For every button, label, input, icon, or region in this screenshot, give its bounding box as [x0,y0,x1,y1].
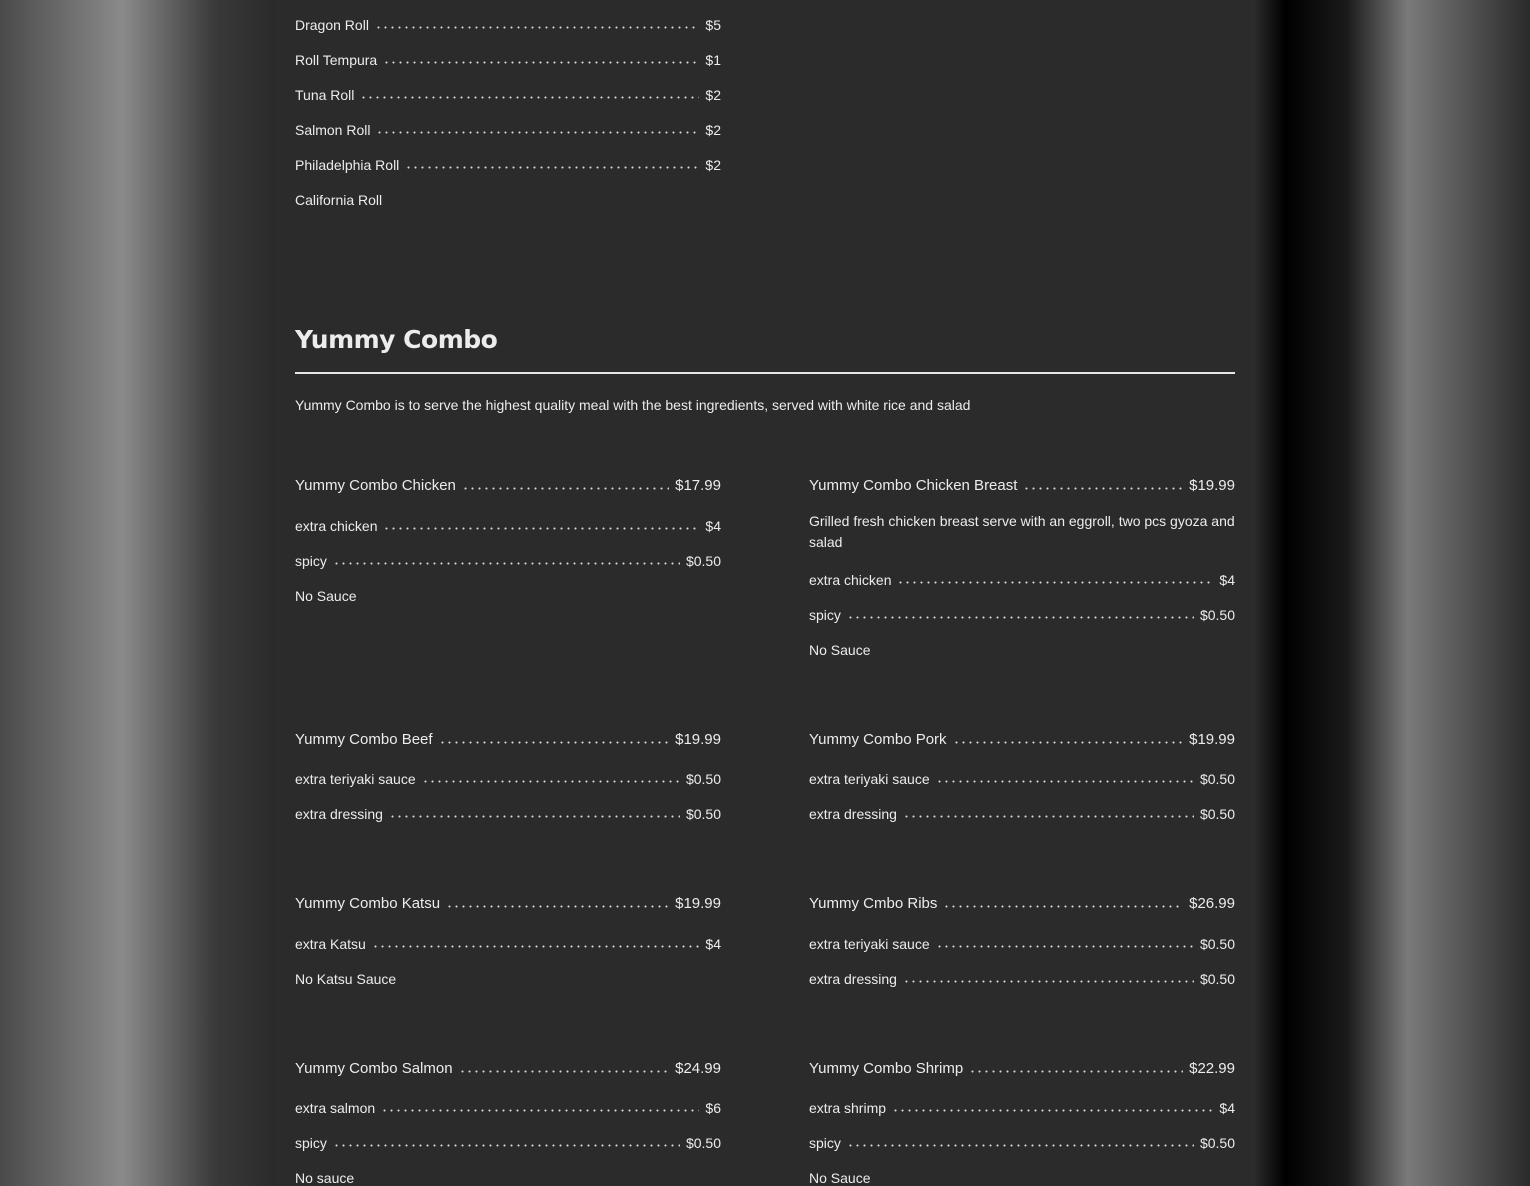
item-price: $5 [705,17,721,33]
option-price: $0.50 [1199,936,1235,952]
combo-chicken-breast[interactable] [809,477,1235,494]
option-item[interactable] [809,1135,1235,1151]
option-price: $0.50 [1199,1135,1235,1151]
dot-leader [376,131,699,134]
option-name: extra salmon [295,1100,376,1116]
dot-leader [903,815,1194,818]
dot-leader [459,1070,670,1073]
dot-leader [446,905,669,908]
option-item[interactable] [295,518,721,534]
item-price: $19.99 [675,895,721,912]
option-price: $0.50 [685,771,721,787]
option-item[interactable] [295,1135,721,1151]
option-item[interactable] [809,572,1235,588]
combo-shrimp[interactable] [809,1060,1235,1077]
item-name: Yummy Combo Salmon [295,1060,453,1077]
dot-leader [383,61,699,64]
item-name: Dragon Roll [295,17,369,33]
dot-leader [372,945,700,948]
item-name: Yummy Combo Chicken Breast [809,477,1018,494]
combo-beef[interactable] [295,731,721,748]
menu-item[interactable] [295,122,721,138]
option-name: No Katsu Sauce [295,971,397,987]
dot-leader [943,905,1183,908]
item-name: Roll Tempura [295,52,378,68]
dot-leader [389,815,680,818]
item-name: Tuna Roll [295,87,355,103]
item-price: $19.99 [675,731,721,748]
menu-item[interactable] [295,157,721,173]
option-item[interactable] [295,588,721,604]
menu-item[interactable] [295,87,721,103]
option-name: spicy [295,1135,327,1151]
option-name: spicy [809,1135,841,1151]
item-price: $19.99 [1189,477,1235,494]
dot-leader [462,487,669,490]
item-name: Yummy Combo Pork [809,731,947,748]
menu-panel [275,0,1255,1186]
option-name: extra chicken [809,572,892,588]
item-name: Salmon Roll [295,122,371,138]
option-name: extra teriyaki sauce [295,771,416,787]
option-price: $0.50 [685,806,721,822]
option-item[interactable] [295,553,721,569]
dot-leader [405,166,699,169]
option-name: extra dressing [809,971,897,987]
option-name: extra teriyaki sauce [809,936,930,952]
dot-leader [333,562,680,565]
combo-salmon[interactable] [295,1060,721,1077]
dot-leader [1023,487,1183,490]
option-name: extra dressing [295,806,383,822]
item-name: California Roll [295,192,383,208]
item-name: Yummy Combo Beef [295,731,433,748]
item-price: $22.99 [1189,1060,1235,1077]
option-price: $4 [1219,1100,1235,1116]
item-description: Grilled fresh chicken breast serve with an eggroll, two pcs gyoza and salad [809,513,1235,550]
option-name: spicy [809,607,841,623]
section-description: Yummy Combo is to serve the highest quality meal with the best ingredients, served with white rice and salad [295,397,971,413]
dot-leader [892,1109,1213,1112]
option-name: extra teriyaki sauce [809,771,930,787]
option-item[interactable] [295,771,721,787]
menu-item[interactable] [295,52,721,68]
dot-leader [422,780,680,783]
dot-leader [375,26,699,29]
dot-leader [360,96,699,99]
dot-leader [381,1109,699,1112]
item-name: Yummy Combo Shrimp [809,1060,964,1077]
option-name: spicy [295,553,327,569]
option-name: No Sauce [809,642,871,658]
option-price: $0.50 [685,553,721,569]
option-item[interactable] [809,607,1235,623]
option-price: $0.50 [1199,971,1235,987]
option-item[interactable] [809,971,1235,987]
dot-leader [333,1144,680,1147]
section-divider [295,372,1235,374]
option-price: $0.50 [685,1135,721,1151]
option-item[interactable] [809,642,1235,658]
option-price: $4 [705,518,721,534]
dot-leader [847,616,1194,619]
dot-leader [903,980,1194,983]
item-name: Philadelphia Roll [295,157,400,173]
option-price: $0.50 [1199,806,1235,822]
option-item[interactable] [295,1170,721,1186]
option-item[interactable] [809,771,1235,787]
dot-leader [897,581,1213,584]
option-item[interactable] [809,1170,1235,1186]
combo-ribs[interactable] [809,895,1235,912]
item-price: $1 [705,52,721,68]
dot-leader [953,741,1184,744]
item-price: $24.99 [675,1060,721,1077]
dot-leader [439,741,670,744]
dot-leader [936,945,1194,948]
item-price: $2 [705,87,721,103]
option-name: extra shrimp [809,1100,887,1116]
item-price: $2 [705,122,721,138]
option-price: $0.50 [1199,607,1235,623]
option-item[interactable] [295,936,721,952]
section-title: Yummy Combo [295,325,498,354]
option-name: No sauce [295,1170,355,1186]
item-name: Yummy Combo Katsu [295,895,441,912]
item-name: Yummy Combo Chicken [295,477,456,494]
item-price: $17.99 [675,477,721,494]
item-price: $26.99 [1189,895,1235,912]
item-name: Yummy Cmbo Ribs [809,895,938,912]
combo-pork[interactable] [809,731,1235,748]
dot-leader [847,1144,1194,1147]
option-item[interactable] [295,1100,721,1116]
menu-item[interactable] [295,192,721,208]
dot-leader [936,780,1194,783]
option-item[interactable] [295,806,721,822]
option-item[interactable] [809,806,1235,822]
option-name: extra dressing [809,806,897,822]
option-name: extra chicken [295,518,378,534]
item-price: $19.99 [1189,731,1235,748]
option-price: $6 [705,1100,721,1116]
option-name: No Sauce [809,1170,871,1186]
dot-leader [383,527,699,530]
option-name: extra Katsu [295,936,366,952]
option-item[interactable] [809,1100,1235,1116]
option-price: $4 [705,936,721,952]
combo-katsu[interactable] [295,895,721,912]
dot-leader [969,1070,1183,1073]
option-item[interactable] [809,936,1235,952]
combo-chicken[interactable] [295,477,721,494]
option-item[interactable] [295,971,721,987]
option-name: No Sauce [295,588,357,604]
item-price: $2 [705,157,721,173]
option-price: $0.50 [1199,771,1235,787]
menu-item[interactable] [295,17,721,33]
option-price: $4 [1219,572,1235,588]
